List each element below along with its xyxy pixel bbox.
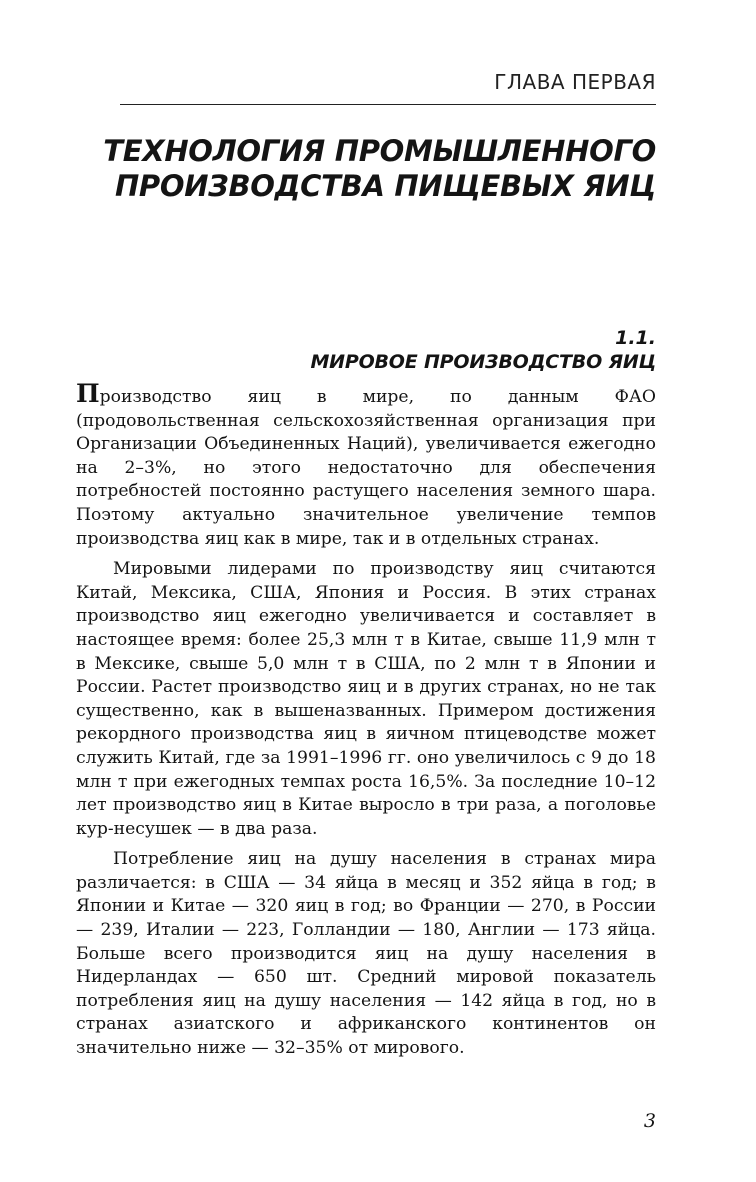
- page-number: 3: [643, 1110, 656, 1132]
- chapter-title: [96, 134, 656, 204]
- body-text: [76, 379, 656, 1061]
- section-number: 1.1.: [615, 327, 656, 349]
- paragraph-3: Потребление яиц на душу населения в странах мира различается: в США — 34 яйца в месяц и 352 яйца в год; в Японии и Китае — 320 яиц в год; во Франции — 270, в России — 239, Италии — 223, Голландии — 180, Англии — 173 яйца. Больше всего производится яиц на душу населения в Нидерландах — 650 шт. Средний мировой показатель потребления яиц на душу населения — 142 яйца в год, но в странах азиатского и африканского континентов он значительно ниже — 32–35% от мирового.: [76, 849, 656, 1059]
- section-title: МИРОВОЕ ПРОИЗВОДСТВО ЯИЦ: [310, 351, 656, 373]
- chapter-title-line-2: ПРОИЗВОДСТВА ПИЩЕВЫХ ЯИЦ: [114, 169, 656, 203]
- paragraph-1-text: роизводство яиц в мире, по данным ФАО (продовольственная сельскохозяйственная организация при Организации Объединенных Наций), увеличивается ежегодно на 2–3%, но этого недостаточно для обеспечения потребностей постоянно растущего населения земного шара. Поэтому актуально значительное увеличение темпов производства яиц как в мире, так и в отдельных странах.: [76, 387, 656, 549]
- drop-cap-letter: П: [76, 379, 100, 408]
- chapter-label: ГЛАВА ПЕРВАЯ: [494, 70, 656, 94]
- chapter-title-line-1: ТЕХНОЛОГИЯ ПРОМЫШЛЕННОГО: [103, 134, 656, 168]
- paragraph-1: [76, 379, 656, 551]
- chapter-divider: [120, 104, 656, 105]
- paragraph-2: Мировыми лидерами по производству яиц считаются Китай, Мексика, США, Япония и Россия. В этих странах производство яиц ежегодно увеличивается и составляет в настоящее время: более 25,3 млн т в Китае, свыше 11,9 млн т в Мексике, свыше 5,0 млн т в США, по 2 млн т в Японии и России. Растет производство яиц и в других странах, но не так существенно, как в вышеназванных. Примером достижения рекордного производства яиц в яичном птицеводстве может служить Китай, где за 1991–1996 гг. оно увеличилось с 9 до 18 млн т при ежегодных темпах роста 16,5%. За последние 10–12 лет производство яиц в Китае выросло в три раза, а поголовье кур-несушек — в два раза.: [76, 559, 656, 839]
